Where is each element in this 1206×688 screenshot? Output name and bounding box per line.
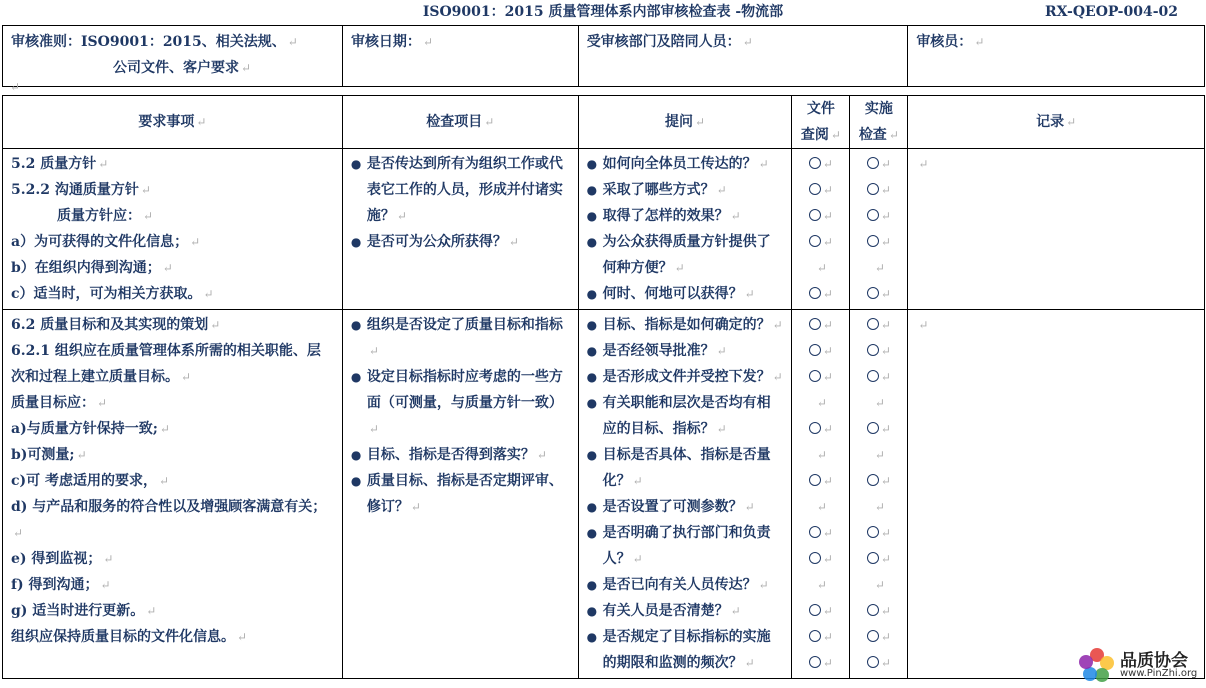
- document-title: ISO9001：2015 质量管理体系内部审核检查表 -物流部: [422, 4, 784, 20]
- flower-logo-icon: [1076, 646, 1118, 684]
- bullet-icon: ●: [350, 235, 362, 249]
- requirement-line: 组织应保持质量目标的文件化信息。 ↵: [11, 629, 248, 645]
- check-item: ● 组织是否设定了质量目标和指标↵: [351, 312, 570, 364]
- implementation-checkbox[interactable]: [867, 287, 879, 299]
- question-item: ● 取得了怎样的效果？ ↵: [587, 203, 784, 229]
- implementation-checkbox[interactable]: [867, 235, 879, 247]
- audit-criteria-label: 审核准则：ISO9001：2015、相关法规、: [11, 34, 286, 50]
- bullet-icon: ●: [586, 183, 598, 197]
- requirement-line: c）适当时，可为相关方获取。 ↵: [11, 286, 214, 302]
- question-item: ● 目标是否具体、指标是否量化？ ↵: [587, 442, 784, 494]
- logo-url: www.PinZhi.org: [1120, 668, 1198, 679]
- implementation-checkbox[interactable]: [867, 370, 879, 382]
- col-header-doc-review: 文件 查阅 ↵: [792, 96, 850, 149]
- bullet-icon: ●: [350, 474, 362, 488]
- question-item: ● 是否形成文件并受控下发？ ↵: [587, 364, 784, 390]
- watermark-logo: [1076, 646, 1200, 684]
- doc-review-checkbox[interactable]: [809, 526, 821, 538]
- bullet-icon: ●: [586, 500, 598, 514]
- implementation-checkbox[interactable]: [867, 183, 879, 195]
- question-item: ● 是否规定了目标指标的实施的期限和监测的频次？ ↵: [587, 624, 784, 676]
- bullet-icon: ●: [350, 370, 362, 384]
- document-code: RX-QEOP-004-02: [1045, 4, 1178, 20]
- doc-review-cell: ↵ ↵ ↵ ↵ ↵ ↵: [792, 149, 850, 310]
- bullet-icon: ●: [586, 630, 598, 644]
- implementation-cell: ↵ ↵ ↵ ↵ ↵ ↵ ↵ ↵ ↵ ↵ ↵ ↵ ↵ ↵: [850, 310, 908, 679]
- bullet-icon: ●: [586, 526, 598, 540]
- bullet-icon: ●: [586, 287, 598, 301]
- implementation-checkbox[interactable]: [867, 552, 879, 564]
- bullet-icon: ●: [586, 344, 598, 358]
- implementation-checkbox[interactable]: [867, 157, 879, 169]
- audit-date-label: 审核日期：: [350, 34, 421, 50]
- doc-review-checkbox[interactable]: [809, 344, 821, 356]
- check-item: ● 设定目标指标时应考虑的一些方面（可测量，与质量方针一致）↵: [351, 364, 570, 442]
- document-title-bar: [0, 2, 1206, 22]
- question-item: ● 何时、何地可以获得？ ↵: [587, 281, 784, 307]
- audited-dept-cell[interactable]: 受审核部门及陪同人员： ↵: [578, 26, 908, 87]
- question-cell: [578, 149, 792, 310]
- doc-review-checkbox[interactable]: [809, 209, 821, 221]
- question-item: ● 是否经领导批准？ ↵: [587, 338, 784, 364]
- requirement-line: 5.2.2 沟通质量方针 ↵: [11, 182, 151, 198]
- requirement-cell: [3, 310, 343, 679]
- doc-review-checkbox[interactable]: [809, 552, 821, 564]
- implementation-checkbox[interactable]: [867, 604, 879, 616]
- question-item: ● 有关职能和层次是否均有相应的目标、指标？ ↵: [587, 390, 784, 442]
- question-item: ● 如何向全体员工传达的？ ↵: [587, 151, 784, 177]
- requirement-line: c)可 考虑适用的要求， ↵: [11, 473, 170, 489]
- bullet-icon: ●: [586, 396, 598, 410]
- requirement-line: 质量方针应： ↵: [57, 208, 154, 224]
- doc-review-checkbox[interactable]: [809, 630, 821, 642]
- checklist-row: [3, 149, 1205, 310]
- question-item: ● 是否设置了可测参数？ ↵: [587, 494, 784, 520]
- checklist-row: [3, 310, 1205, 679]
- requirement-line: b）在组织内得到沟通； ↵: [11, 260, 173, 276]
- check-item: ● 目标、指标是否得到落实？ ↵: [351, 442, 570, 468]
- bullet-icon: ●: [586, 578, 598, 592]
- implementation-checkbox[interactable]: [867, 630, 879, 642]
- question-item: ● 有关人员是否清楚？ ↵: [587, 598, 784, 624]
- bullet-icon: ●: [586, 209, 598, 223]
- check-item-cell: [342, 310, 578, 679]
- bullet-icon: ●: [350, 448, 362, 462]
- col-header-check-item: 检查项目 ↵: [342, 96, 578, 149]
- check-item-cell: [342, 149, 578, 310]
- bullet-icon: ●: [350, 157, 362, 171]
- requirement-line: f) 得到沟通； ↵: [11, 577, 111, 593]
- check-item: ● 是否可为公众所获得？ ↵: [351, 229, 570, 255]
- doc-review-checkbox[interactable]: [809, 422, 821, 434]
- implementation-checkbox[interactable]: [867, 344, 879, 356]
- doc-review-checkbox[interactable]: [809, 370, 821, 382]
- question-cell: [578, 310, 792, 679]
- implementation-checkbox[interactable]: [867, 526, 879, 538]
- doc-review-cell: ↵ ↵ ↵ ↵ ↵ ↵ ↵ ↵ ↵ ↵ ↵ ↵ ↵ ↵: [792, 310, 850, 679]
- audit-criteria-cell: 审核准则：ISO9001：2015、相关法规、 ↵ 公司文件、客户要求 ↵: [3, 26, 343, 87]
- implementation-checkbox[interactable]: [867, 209, 879, 221]
- implementation-checkbox[interactable]: [867, 422, 879, 434]
- bullet-icon: ●: [586, 318, 598, 332]
- logo-name: 品质协会: [1120, 651, 1188, 671]
- record-cell[interactable]: ↵: [908, 149, 1205, 310]
- requirement-line: g) 适当时进行更新。 ↵: [11, 603, 157, 619]
- requirement-line: a)与质量方针保持一致; ↵: [11, 421, 170, 437]
- implementation-cell: ↵ ↵ ↵ ↵ ↵ ↵: [850, 149, 908, 310]
- checklist-header-row: [3, 96, 1205, 149]
- bullet-icon: ●: [586, 157, 598, 171]
- auditor-label: 审核员：: [916, 34, 973, 50]
- bullet-icon: ●: [586, 235, 598, 249]
- audit-criteria-continuation: 公司文件、客户要求: [113, 60, 239, 76]
- question-item: ● 目标、指标是如何确定的？ ↵: [587, 312, 784, 338]
- doc-review-checkbox[interactable]: [809, 157, 821, 169]
- paragraph-mark: ↵: [10, 80, 21, 94]
- bullet-icon: ●: [586, 370, 598, 384]
- bullet-icon: ●: [586, 448, 598, 462]
- checklist-table: [2, 95, 1205, 679]
- doc-review-checkbox[interactable]: [809, 604, 821, 616]
- doc-review-checkbox[interactable]: [809, 287, 821, 299]
- question-item: ● 是否明确了执行部门和负责人？ ↵: [587, 520, 784, 572]
- requirement-line: b)可测量; ↵: [11, 447, 87, 463]
- audit-header-table: [2, 25, 1205, 87]
- bullet-icon: ●: [586, 604, 598, 618]
- requirement-line: d) 与产品和服务的符合性以及增强顾客满意有关；↵: [11, 499, 327, 540]
- requirement-line: 质量目标应： ↵: [11, 395, 108, 411]
- doc-review-checkbox[interactable]: [809, 183, 821, 195]
- bullet-icon: ●: [350, 318, 362, 332]
- record-cell[interactable]: ↵: [908, 310, 1205, 679]
- implementation-checkbox[interactable]: [867, 474, 879, 486]
- auditor-cell[interactable]: 审核员： ↵: [908, 26, 1205, 87]
- audit-date-cell[interactable]: 审核日期： ↵: [342, 26, 578, 87]
- question-item: ● 是否已向有关人员传达？ ↵: [587, 572, 784, 598]
- check-item: ● 质量目标、指标是否定期评审、修订？ ↵: [351, 468, 570, 520]
- col-header-question: 提问 ↵: [578, 96, 792, 149]
- doc-review-checkbox[interactable]: [809, 474, 821, 486]
- implementation-checkbox[interactable]: [867, 656, 879, 668]
- col-header-record: 记录 ↵: [908, 96, 1205, 149]
- requirement-line: 6.2.1 组织应在质量管理体系所需的相关职能、层次和过程上建立质量目标。 ↵: [11, 343, 321, 385]
- doc-review-checkbox[interactable]: [809, 318, 821, 330]
- requirement-line: 6.2 质量目标和及其实现的策划 ↵: [11, 317, 221, 333]
- question-item: ● 为公众获得质量方针提供了何种方便？ ↵: [587, 229, 784, 281]
- audited-dept-label: 受审核部门及陪同人员：: [586, 34, 741, 50]
- col-header-implementation: 实施 检查 ↵: [850, 96, 908, 149]
- requirement-line: a）为可获得的文件化信息； ↵: [11, 234, 201, 250]
- implementation-checkbox[interactable]: [867, 318, 879, 330]
- question-item: ● 采取了哪些方式？ ↵: [587, 177, 784, 203]
- col-header-requirement: 要求事项 ↵: [3, 96, 343, 149]
- doc-review-checkbox[interactable]: [809, 656, 821, 668]
- requirement-line: 5.2 质量方针 ↵: [11, 156, 109, 172]
- check-item: ● 是否传达到所有为组织工作或代表它工作的人员，形成并付诸实施？ ↵: [351, 151, 570, 229]
- requirement-cell: [3, 149, 343, 310]
- requirement-line: e) 得到监视； ↵: [11, 551, 114, 567]
- doc-review-checkbox[interactable]: [809, 235, 821, 247]
